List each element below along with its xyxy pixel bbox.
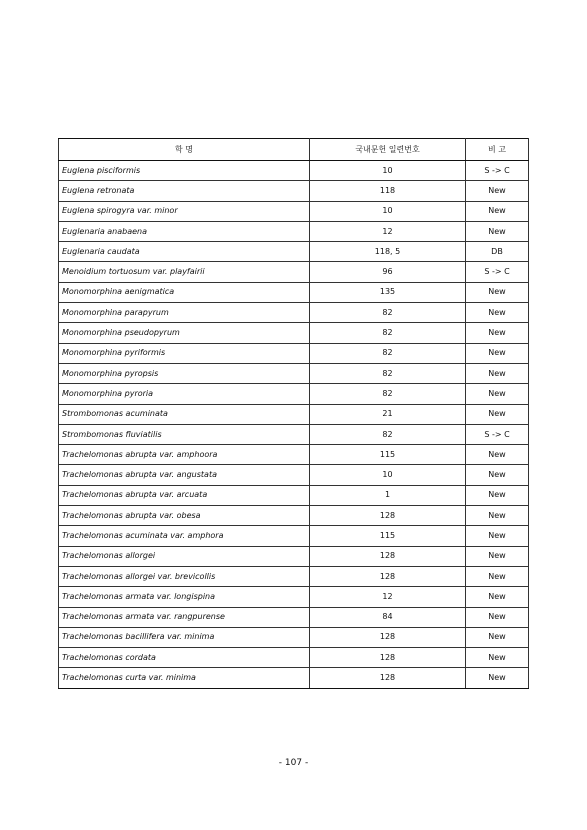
table-row [59,201,529,221]
remarks-cell: New [466,566,529,586]
remarks-cell: New [466,201,529,221]
reference-number-cell: 96 [310,262,466,282]
scientific-name-cell: Trachelomonas abrupta var. arcuata [59,485,310,505]
reference-number-cell: 128 [310,648,466,668]
scientific-name-cell: Trachelomonas abrupta var. obesa [59,506,310,526]
reference-number-cell: 128 [310,668,466,688]
remarks-cell: New [466,323,529,343]
remarks-cell: New [466,404,529,424]
scientific-name-cell: Strombomonas fluviatilis [59,424,310,444]
scientific-name-cell: Trachelomonas abrupta var. amphoora [59,445,310,465]
remarks-cell: New [466,282,529,302]
reference-number-cell: 12 [310,587,466,607]
remarks-cell: S -> C [466,262,529,282]
reference-number-cell: 128 [310,566,466,586]
reference-number-cell: 82 [310,303,466,323]
reference-number-cell: 118 [310,181,466,201]
reference-number-cell: 115 [310,445,466,465]
remarks-cell: New [466,627,529,647]
reference-number-cell: 128 [310,546,466,566]
scientific-name-cell: Trachelomonas cordata [59,648,310,668]
remarks-cell: New [466,506,529,526]
scientific-name-cell: Euglena spirogyra var. minor [59,201,310,221]
reference-number-cell: 118, 5 [310,242,466,262]
scientific-name-cell: Trachelomonas allorgei var. brevicollis [59,566,310,586]
scientific-name-cell: Monomorphina pseudopyrum [59,323,310,343]
remarks-cell: DB [466,242,529,262]
scientific-name-cell: Strombomonas acuminata [59,404,310,424]
table-row [59,648,529,668]
table-row [59,424,529,444]
scientific-name-cell: Trachelomonas allorgei [59,546,310,566]
remarks-cell: New [466,648,529,668]
scientific-name-cell: Trachelomonas abrupta var. angustata [59,465,310,485]
reference-number-cell: 1 [310,485,466,505]
remarks-cell: New [466,526,529,546]
scientific-name-cell: Monomorphina pyropsis [59,363,310,383]
scientific-name-cell: Euglena retronata [59,181,310,201]
scientific-name-cell: Euglenaria caudata [59,242,310,262]
remarks-cell: New [466,546,529,566]
scientific-name-cell: Trachelomonas acuminata var. amphora [59,526,310,546]
scientific-name-cell: Monomorphina pyriformis [59,343,310,363]
header-scientific-name: 학 명 [59,139,310,161]
remarks-cell: New [466,587,529,607]
remarks-cell: New [466,343,529,363]
reference-number-cell: 82 [310,363,466,383]
remarks-cell: New [466,303,529,323]
scientific-name-cell: Euglena pisciformis [59,161,310,181]
scientific-name-cell: Trachelomonas armata var. rangpurense [59,607,310,627]
scientific-name-cell: Trachelomonas bacillifera var. minima [59,627,310,647]
species-table [58,138,529,689]
reference-number-cell: 10 [310,465,466,485]
table-row [59,607,529,627]
reference-number-cell: 82 [310,343,466,363]
table-row [59,221,529,241]
reference-number-cell: 10 [310,201,466,221]
table-row [59,566,529,586]
remarks-cell: New [466,445,529,465]
table-row [59,303,529,323]
scientific-name-cell: Monomorphina aenigmatica [59,282,310,302]
table-row [59,282,529,302]
reference-number-cell: 115 [310,526,466,546]
remarks-cell: New [466,668,529,688]
reference-number-cell: 128 [310,627,466,647]
table-row [59,546,529,566]
page-number: - 107 - [278,758,309,768]
header-row [59,139,529,161]
reference-number-cell: 21 [310,404,466,424]
table-header [59,139,529,161]
table-row [59,181,529,201]
scientific-name-cell: Monomorphina parapyrum [59,303,310,323]
scientific-name-cell: Trachelomonas curta var. minima [59,668,310,688]
table-row [59,668,529,688]
table-row [59,506,529,526]
table-row [59,404,529,424]
remarks-cell: New [466,181,529,201]
reference-number-cell: 135 [310,282,466,302]
table-row [59,363,529,383]
table-row [59,323,529,343]
scientific-name-cell: Monomorphina pyroria [59,384,310,404]
reference-number-cell: 82 [310,424,466,444]
reference-number-cell: 84 [310,607,466,627]
table-row [59,262,529,282]
reference-number-cell: 10 [310,161,466,181]
table-row [59,445,529,465]
table-row [59,384,529,404]
reference-number-cell: 12 [310,221,466,241]
scientific-name-cell: Trachelomonas armata var. longispina [59,587,310,607]
remarks-cell: New [466,363,529,383]
remarks-cell: S -> C [466,424,529,444]
remarks-cell: S -> C [466,161,529,181]
remarks-cell: New [466,465,529,485]
scientific-name-cell: Menoidium tortuosum var. playfairii [59,262,310,282]
header-remarks: 비 고 [466,139,529,161]
header-reference-number: 국내문헌 일련번호 [310,139,466,161]
remarks-cell: New [466,221,529,241]
table-row [59,485,529,505]
reference-number-cell: 82 [310,323,466,343]
table-body [59,161,529,689]
remarks-cell: New [466,384,529,404]
reference-number-cell: 82 [310,384,466,404]
remarks-cell: New [466,485,529,505]
table-row [59,161,529,181]
table-row [59,242,529,262]
table-row [59,526,529,546]
table-row [59,627,529,647]
remarks-cell: New [466,607,529,627]
scientific-name-cell: Euglenaria anabaena [59,221,310,241]
table-row [59,587,529,607]
table-row [59,465,529,485]
reference-number-cell: 128 [310,506,466,526]
table-row [59,343,529,363]
